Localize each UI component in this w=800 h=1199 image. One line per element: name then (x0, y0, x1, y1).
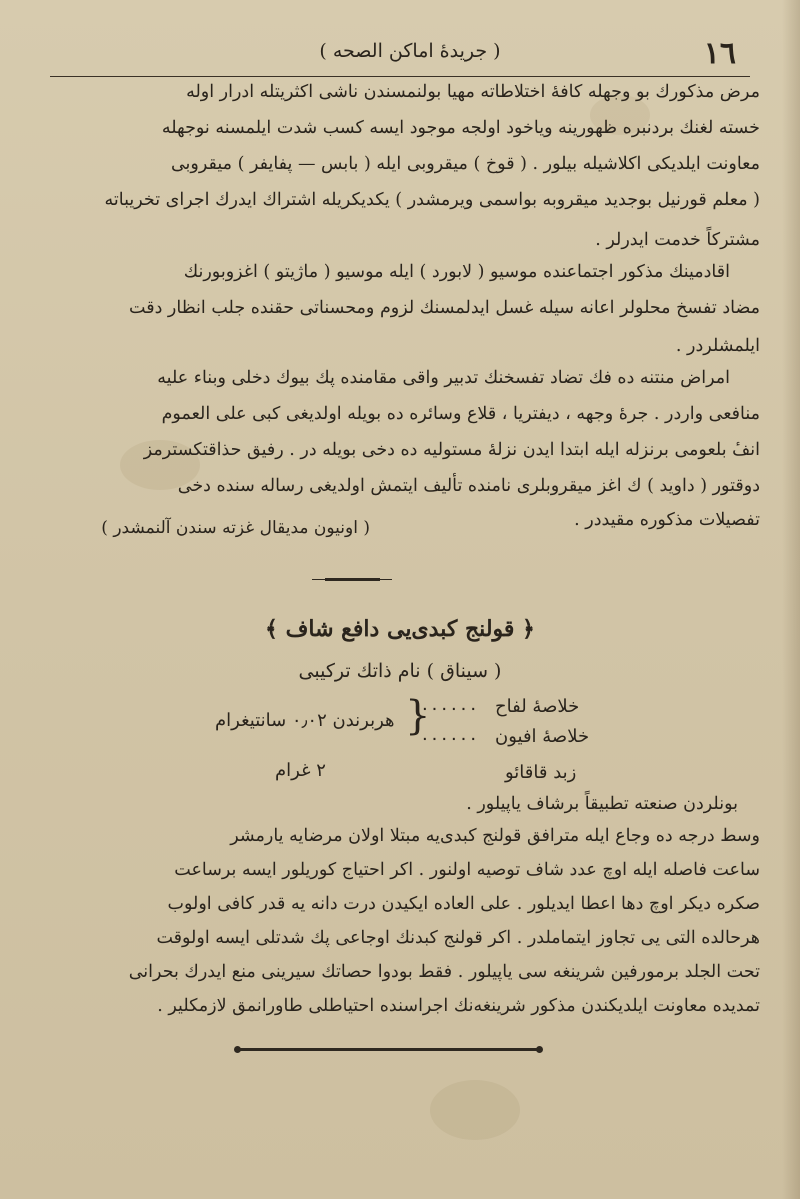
brace-icon: } (405, 693, 431, 739)
article-body (80, 82, 760, 562)
ingredient-name: زبد قاقائو (505, 762, 577, 783)
section-subtitle: ( سيناق ) نام ذاتك تركيبى (298, 660, 502, 682)
text-line: خسته لغنك بردنبره ظهورينه وياخود اولجه موجود ايسه كسب شدت ايلمسنه نوجهله (161, 118, 760, 138)
running-title: ( جريدهٔ اماكن الصحه ) (319, 40, 501, 62)
text-line: اقادمينك مذكور اجتماعنده موسيو ( لابورد ) ايله موسيو ( ماژيتو ) اغزوبورنك (183, 262, 730, 282)
ingredient-quantity: ٢ غرام (275, 760, 326, 781)
text-line: منافعى واردر . جرهٔ وجهه ، ديفتريا ، قلاع وسائره ده بويله اولديغى كبى على العموم (161, 404, 760, 424)
ingredient-name: خلاصهٔ لفاح (495, 696, 580, 717)
ornament-dot (536, 1046, 543, 1053)
text-line: ساعت فاصله ايله اوچ عدد شاف توصيه اولنور . اكر احتياج كوريلور ايسه برساعت (174, 860, 760, 880)
end-ornament (240, 1048, 540, 1051)
text-line: مرض مذكورك بو وجهله كافهٔ اختلاطاته مهيا بولنمسندن ناشی اكثريتله ادرار اوله (186, 82, 760, 102)
ingredient-name: خلاصهٔ افيون (495, 726, 590, 747)
text-line: انفٔ بلعومى برنزله ايله ابتدا ايدن نزلهٔ مستوليه ده دخى بويله در . رفيق حذاقتكسترمز (143, 440, 760, 460)
text-line: صكره ديكر اوچ دها اعطا ايديلور . على العاده ايكيدن درت دانه يه قدر كافى اولوب (167, 894, 760, 914)
shared-quantity: هربرندن ٠٫٠٢ سانتيغرام (215, 710, 395, 731)
text-line: مشتركاً خدمت ايدرلر . (595, 230, 760, 250)
text-line: تمديده معاونت ايلديكندن مذكور شرينغه‌نك اجراسنده احتياطلى طاورانمق لازمكلير . (157, 996, 760, 1016)
text-line: تحت الجلد برمورفين شرينغه سى ياپيلور . فقط بودوا حصاتك سيرينى منع ايدرك بحرانى (128, 962, 760, 982)
ingredient-dots: ٠٠٠٠٠٠ (420, 698, 479, 719)
text-line: دوقتور ( داويد ) ك اغز ميقروبلرى نامنده تأليف ايتمش اولديغى رساله سنده دخى (177, 476, 760, 496)
header-rule (50, 76, 750, 77)
text-line: معاونت ايلديكى اكلاشيله بيلور . ( قوخ ) ميقروبى ايله ( بابس — پفايفر ) ميقروبى (170, 154, 760, 174)
text-line: ( معلم قورنيل بوجديد ميقروبه بواسمى ويرمشدر ) يكديكريله اشتراك ايدرك اجراى تخريباته (104, 190, 760, 210)
ornament-dot (234, 1046, 241, 1053)
paper-stain (430, 1080, 520, 1140)
section-title: ﴿ قولنج كبدى‌یی دافع شاف ﴾ (265, 616, 535, 642)
text-line: بونلردن صنعته تطبيقاً برشاف ياپيلور . (466, 794, 738, 814)
text-line: مضاد تفسخ محلولر اعانه سيله غسل ايدلمسنك لزوم ومحسناتى حقنده جلب انظار دقت (129, 298, 760, 318)
section-divider-thin (312, 579, 392, 580)
page: ( جريدهٔ اماكن الصحه ) ١٦ مرض مذكورك بو وجهله كافهٔ اختلاطاته مهيا بولنمسندن ناشی اكثريتله ادرار اوله خسته لغنك بردنبره ظهورينه وياخود اولجه موجود ايسه كسب شدت ايلمسنه نوجهله معاونت ايلديكى اكلاشيله بيلور . ( قوخ ) ميقروبى ايله ( بابس — پفايفر ) ميقروبى ( معلم قورنيل بوجديد ميقروبه بواسمى ويرمشدر ) يكديكريله اشتراك ايدرك اجراى تخريباته مشتركاً خدمت ايدرلر . اقادمينك مذكور اجتماعنده موسيو ( لابورد ) ايله موسيو ( ماژيتو ) اغزوبورنك مضاد تفسخ محلولر اعانه سيله غسل ايدلمسنك لزوم ومحسناتى حقنده جلب انظار دقت ايلمشلردر . امراض منتنه ده فك تضاد تفسخنك تدبير واقى مقامنده پك بيوك دخلى وبناء عليه منافعى واردر . جرهٔ وجهه ، ديفتريا ، قلاع وسائره ده بويله اولديغى كبى على العموم انفٔ بلعومى برنزله ايله ابتدا ايدن نزلهٔ مستوليه ده دخى بويله در . رفيق حذاقتكسترمز دوقتور ( داويد ) ك اغز ميقروبلرى نامنده تأليف ايتمش اولديغى رساله سنده دخى تفصيلات مذكوره مقيددر . ( اونيون مديقال غزته سندن آلنمشدر ) ﴿ قولنج كبدى‌یی دافع شاف ﴾ ( سيناق ) نام ذاتك تركيبى خلاصهٔ لفاح ٠٠٠٠٠٠ خلاصهٔ افيون ٠٠٠٠٠٠ } هربرندن ٠٫٠٢ سانتيغرام زبد قاقائو ٢ غرام بونلردن صنعته تطبيقاً برشاف ياپيلور . وسط درجه ده وجاع ايله مترافق قولنج كبدى‌يه مبتلا اولان مرضايه يارمشر ساعت فاصله ايله اوچ عدد شاف توصيه اولنور . اكر احتياج كوريلور ايسه برساعت صكره ديكر اوچ دها اعطا ايديلور . على العاده ايكيدن درت دانه يه قدر كافى اولوب هرحالده التى يى تجاوز ايتماملدر . اكر قولنج كبدنك اوجاعى پك شدتلى ايسه اولوقت تحت الجلد برمورفين شرينغه سى ياپيلور . فقط بودوا حصاتك سيرينى منع ايدرك بحرانى تمديده معاونت ايلديكندن مذكور شرينغه‌نك اجراسنده احتياطلى طاورانمق لازمكلير . (0, 0, 800, 1199)
text-line: تفصيلات مذكوره مقيددر . (574, 510, 760, 530)
text-line: ايلمشلردر . (675, 336, 760, 356)
text-line: وسط درجه ده وجاع ايله مترافق قولنج كبدى‌يه مبتلا اولان مرضايه يارمشر (230, 826, 760, 846)
text-line: امراض منتنه ده فك تضاد تفسخنك تدبير واقى مقامنده پك بيوك دخلى وبناء عليه (157, 368, 730, 388)
page-number: ١٦ (703, 36, 736, 71)
ingredient-dots: ٠٠٠٠٠٠ (420, 728, 479, 749)
text-line: هرحالده التى يى تجاوز ايتماملدر . اكر قولنج كبدنك اوجاعى پك شدتلى ايسه اولوقت (156, 928, 760, 948)
page-header (50, 36, 750, 76)
section-body (80, 794, 760, 1024)
page-edge-shadow (782, 0, 800, 1199)
